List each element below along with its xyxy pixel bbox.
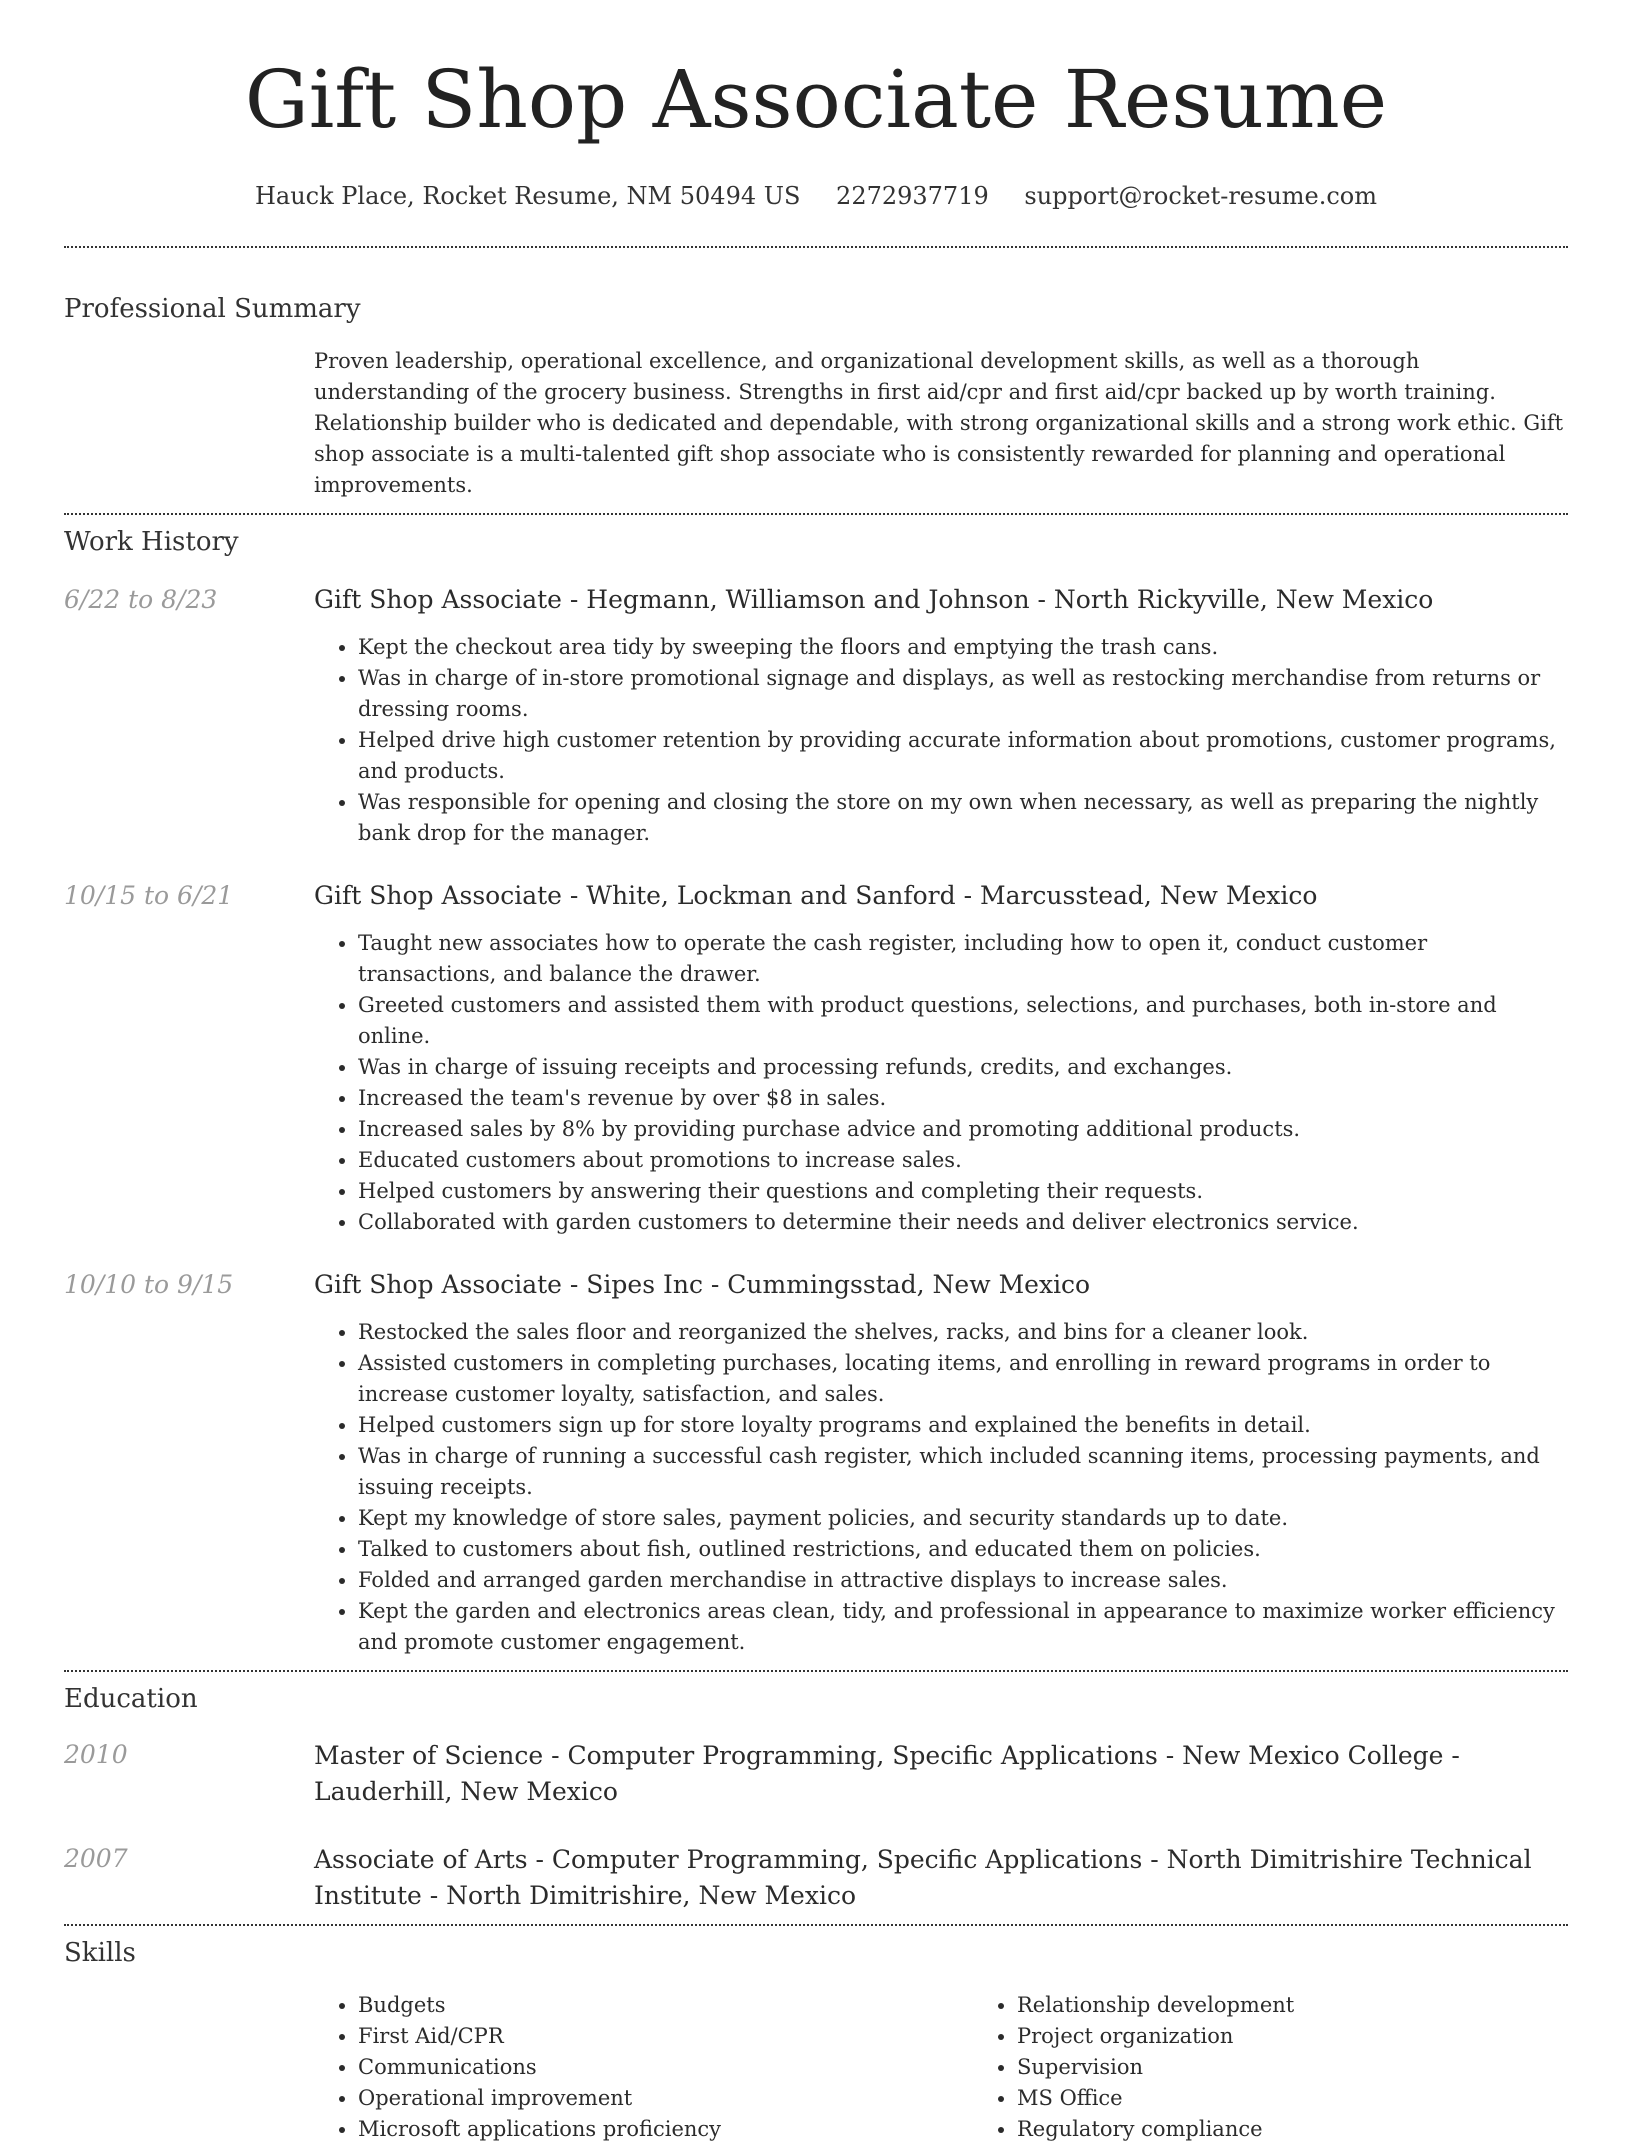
list-item: • Was in charge of issuing receipts and processing refunds, credits, and exchanges. — [358, 1052, 1568, 1083]
education-entry — [64, 1842, 1568, 1914]
job-bullets — [314, 928, 1568, 1238]
list-item: • Microsoft applications proficiency — [358, 2114, 973, 2145]
section-title-work: Work History — [64, 527, 239, 557]
list-item: • Folded and arranged garden merchandise in attractive displays to increase sales. — [358, 1565, 1568, 1596]
education-heading: Associate of Arts - Computer Programming, Specific Applications - North Dimitrishire Technical Institute - North Dimitrishire, New Mexico — [314, 1845, 1532, 1910]
education-entry — [64, 1738, 1568, 1810]
list-item: • Collaborated with garden customers to determine their needs and deliver electronics service. — [358, 1207, 1568, 1238]
education-section — [64, 1682, 1568, 1914]
list-item: • Helped customers sign up for store loyalty programs and explained the benefits in detail. — [358, 1410, 1568, 1441]
list-item: • Increased sales by 8% by providing purchase advice and promoting additional products. — [358, 1114, 1568, 1145]
job-entry — [64, 1268, 1568, 1658]
email: support@rocket-resume.com — [1024, 182, 1378, 210]
work-section — [64, 525, 1568, 1658]
list-item: • Was in charge of running a successful cash register, which included scanning items, processing payments, and issuing receipts. — [358, 1441, 1568, 1503]
list-item: • Budgets — [358, 1990, 973, 2021]
skills-list-right — [973, 1990, 1632, 2145]
summary-text: Proven leadership, operational excellence, and organizational development skills, as well as a thorough understanding of the grocery business. Strengths in first aid/cpr and first aid/cpr backed up by worth training. Relationship builder who is dedicated and dependable, with strong organizational skills and a strong work ethic. Gift shop associate is a multi-talented gift shop associate who is consistently rewarded for planning and operational improvements. — [314, 349, 1564, 497]
section-title-education: Education — [64, 1684, 198, 1714]
job-dates: 10/15 to 6/21 — [64, 881, 234, 910]
job-dates: 6/22 to 8/23 — [64, 585, 218, 614]
list-item: • Was responsible for opening and closing the store on my own when necessary, as well as preparing the nightly bank drop for the manager. — [358, 787, 1568, 849]
job-entry — [64, 879, 1568, 1238]
list-item: • Talked to customers about fish, outlined restrictions, and educated them on policies. — [358, 1534, 1568, 1565]
list-item: • Project organization — [1017, 2021, 1632, 2052]
list-item: • Helped drive high customer retention by providing accurate information about promotions, customer programs, and products. — [358, 725, 1568, 787]
list-item: • Relationship development — [1017, 1990, 1632, 2021]
section-title-summary: Professional Summary — [64, 294, 361, 324]
phone: 2272937719 — [836, 182, 989, 210]
list-item: • Increased the team's revenue by over $8 in sales. — [358, 1083, 1568, 1114]
list-item: • Kept my knowledge of store sales, payment policies, and security standards up to date. — [358, 1503, 1568, 1534]
contact-line — [64, 180, 1568, 212]
skills-section — [64, 1936, 1568, 2145]
list-item: • Operational improvement — [358, 2083, 973, 2114]
list-item: • Greeted customers and assisted them with product questions, selections, and purchases, both in-store and online. — [358, 990, 1568, 1052]
address: Hauck Place, Rocket Resume, NM 50494 US — [254, 182, 801, 210]
job-bullets — [314, 632, 1568, 849]
job-entry — [64, 583, 1568, 849]
education-heading: Master of Science - Computer Programming, Specific Applications - New Mexico College - Lauderhill, New Mexico — [314, 1741, 1460, 1806]
skills-list-left — [314, 1990, 973, 2145]
education-year: 2010 — [64, 1740, 128, 1769]
job-bullets — [314, 1317, 1568, 1658]
divider — [64, 1670, 1568, 1672]
list-item: • Kept the garden and electronics areas clean, tidy, and professional in appearance to maximize worker efficiency and promote customer engagement. — [358, 1596, 1568, 1658]
list-item: • Supervision — [1017, 2052, 1632, 2083]
list-item: • Regulatory compliance — [1017, 2114, 1632, 2145]
list-item: • Restocked the sales floor and reorganized the shelves, racks, and bins for a cleaner look. — [358, 1317, 1568, 1348]
list-item: • Kept the checkout area tidy by sweeping the floors and emptying the trash cans. — [358, 632, 1568, 663]
list-item: • First Aid/CPR — [358, 2021, 973, 2052]
list-item: • Communications — [358, 2052, 973, 2083]
summary-section — [64, 292, 1568, 501]
list-item: • Educated customers about promotions to increase sales. — [358, 1145, 1568, 1176]
divider — [64, 1924, 1568, 1926]
section-title-skills: Skills — [64, 1938, 136, 1968]
list-item: • Assisted customers in completing purchases, locating items, and enrolling in reward programs in order to increase customer loyalty, satisfaction, and sales. — [358, 1348, 1568, 1410]
job-heading: Gift Shop Associate - Hegmann, Williamson and Johnson - North Rickyville, New Mexico — [314, 585, 1434, 614]
education-year: 2007 — [64, 1844, 128, 1873]
job-heading: Gift Shop Associate - Sipes Inc - Cummingsstad, New Mexico — [314, 1270, 1091, 1299]
list-item: • Was in charge of in-store promotional signage and displays, as well as restocking merchandise from returns or dressing rooms. — [358, 663, 1568, 725]
resume-title: Gift Shop Associate Resume — [244, 53, 1388, 146]
job-dates: 10/10 to 9/15 — [64, 1270, 234, 1299]
list-item: • Taught new associates how to operate the cash register, including how to open it, conduct customer transactions, and balance the drawer. — [358, 928, 1568, 990]
divider — [64, 513, 1568, 515]
resume-page — [64, 0, 1568, 2145]
list-item: • MS Office — [1017, 2083, 1632, 2114]
job-heading: Gift Shop Associate - White, Lockman and Sanford - Marcusstead, New Mexico — [314, 881, 1318, 910]
divider — [64, 246, 1568, 248]
list-item: • Helped customers by answering their questions and completing their requests. — [358, 1176, 1568, 1207]
